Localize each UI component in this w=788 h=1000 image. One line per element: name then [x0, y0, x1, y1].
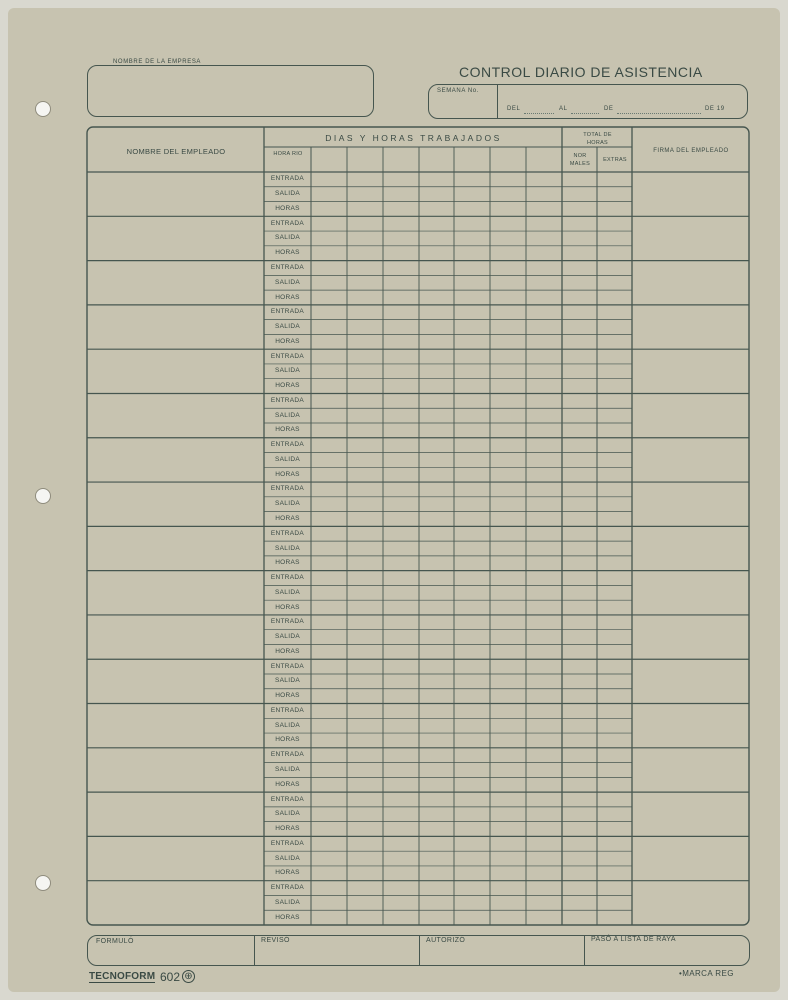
- row-label-salida: SALIDA: [275, 588, 300, 596]
- formulo-field[interactable]: FORMULÓ: [96, 938, 134, 945]
- footer-divider: [584, 935, 585, 966]
- row-label-entrada: ENTRADA: [270, 618, 305, 626]
- row-label-salida: SALIDA: [275, 367, 300, 375]
- row-label-entrada: ENTRADA: [270, 751, 305, 759]
- year-label: DE 19: [705, 106, 725, 112]
- row-label-salida: SALIDA: [275, 854, 300, 862]
- form-code: 602: [160, 970, 181, 984]
- company-name-label: NOMBRE DE LA EMPRESA: [110, 59, 204, 65]
- row-label-horas: HORAS: [275, 913, 300, 921]
- marca-reg-text: MARCA REG: [682, 969, 734, 978]
- row-label-entrada: ENTRADA: [270, 396, 305, 404]
- row-label-entrada: ENTRADA: [270, 884, 305, 892]
- row-label-salida: SALIDA: [275, 411, 300, 419]
- normales-header: NOR MALES: [569, 153, 591, 167]
- of-label: DE: [604, 106, 614, 112]
- row-label-horas: HORAS: [275, 249, 300, 257]
- row-label-horas: HORAS: [275, 293, 300, 301]
- row-label-salida: SALIDA: [275, 898, 300, 906]
- to-label: AL: [559, 106, 568, 112]
- schedule-header: HORA RIO: [273, 151, 303, 157]
- row-label-entrada: ENTRADA: [270, 263, 305, 271]
- footer-divider: [254, 935, 255, 966]
- row-label-entrada: ENTRADA: [270, 706, 305, 714]
- row-label-entrada: ENTRADA: [270, 485, 305, 493]
- brand-logo: TECNOFORM: [89, 971, 156, 982]
- row-label-horas: HORAS: [275, 736, 300, 744]
- registered-icon: ⊕: [182, 970, 195, 983]
- row-label-horas: HORAS: [275, 780, 300, 788]
- row-label-horas: HORAS: [275, 514, 300, 522]
- row-label-entrada: ENTRADA: [270, 529, 305, 537]
- row-label-horas: HORAS: [275, 426, 300, 434]
- row-label-entrada: ENTRADA: [270, 662, 305, 670]
- marca-reg: •MARCA REG: [679, 969, 734, 978]
- row-label-entrada: ENTRADA: [270, 219, 305, 227]
- row-label-salida: SALIDA: [275, 455, 300, 463]
- row-label-entrada: ENTRADA: [270, 795, 305, 803]
- row-label-entrada: ENTRADA: [270, 574, 305, 582]
- row-label-horas: HORAS: [275, 647, 300, 655]
- autorizo-field[interactable]: AUTORIZÓ: [426, 937, 466, 944]
- employee-column-header: NOMBRE DEL EMPLEADO: [126, 147, 226, 156]
- row-label-salida: SALIDA: [275, 721, 300, 729]
- row-label-horas: HORAS: [275, 337, 300, 345]
- row-label-salida: SALIDA: [275, 323, 300, 331]
- row-label-horas: HORAS: [275, 470, 300, 478]
- from-label: DEL: [507, 106, 521, 112]
- row-label-salida: SALIDA: [275, 544, 300, 552]
- total-hours-header: TOTAL DE HORAS: [583, 132, 612, 146]
- row-label-salida: SALIDA: [275, 500, 300, 508]
- row-label-entrada: ENTRADA: [270, 352, 305, 360]
- reviso-field[interactable]: REVISÓ: [261, 937, 290, 944]
- row-label-horas: HORAS: [275, 825, 300, 833]
- row-label-entrada: ENTRADA: [270, 308, 305, 316]
- row-label-salida: SALIDA: [275, 677, 300, 685]
- row-label-salida: SALIDA: [275, 190, 300, 198]
- row-label-entrada: ENTRADA: [270, 175, 305, 183]
- row-label-salida: SALIDA: [275, 278, 300, 286]
- row-label-salida: SALIDA: [275, 765, 300, 773]
- signature-header: FIRMA DEL EMPLEADO: [653, 148, 729, 154]
- row-label-salida: SALIDA: [275, 234, 300, 242]
- row-label-horas: HORAS: [275, 382, 300, 390]
- form-title: CONTROL DIARIO DE ASISTENCIA: [459, 64, 703, 80]
- row-label-horas: HORAS: [275, 869, 300, 877]
- row-label-horas: HORAS: [275, 204, 300, 212]
- row-label-salida: SALIDA: [275, 633, 300, 641]
- row-label-salida: SALIDA: [275, 810, 300, 818]
- days-hours-header: DIAS Y HORAS TRABAJADOS: [325, 133, 502, 143]
- paso-lista-field[interactable]: PASÓ A LISTA DE RAYA: [591, 936, 676, 943]
- row-label-entrada: ENTRADA: [270, 441, 305, 449]
- week-label: SEMANA No.: [437, 88, 480, 94]
- extras-header: EXTRAS: [603, 157, 627, 163]
- row-label-horas: HORAS: [275, 692, 300, 700]
- row-label-entrada: ENTRADA: [270, 839, 305, 847]
- row-label-horas: HORAS: [275, 603, 300, 611]
- row-label-horas: HORAS: [275, 559, 300, 567]
- footer-divider: [419, 935, 420, 966]
